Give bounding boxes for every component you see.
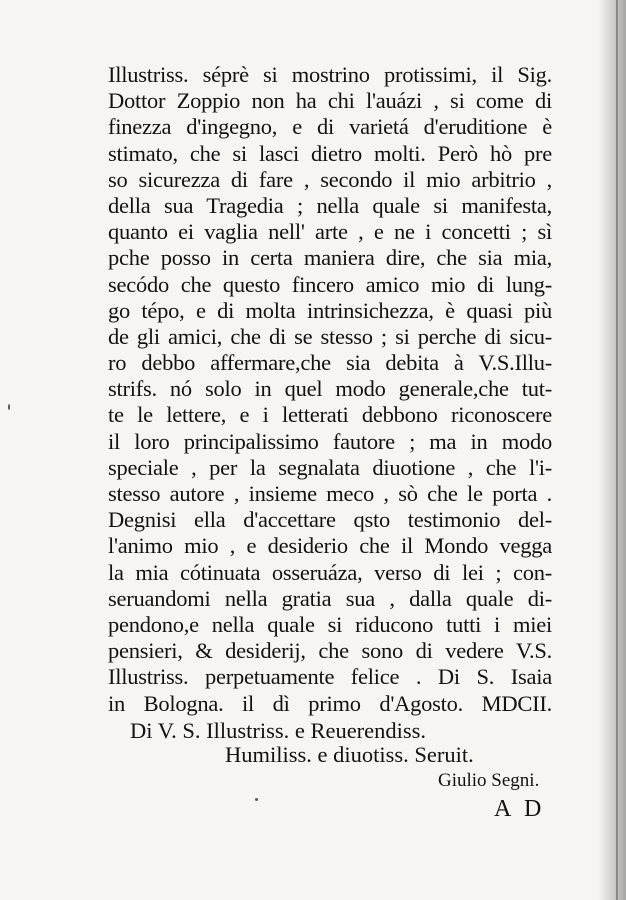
ink-speck	[8, 404, 10, 410]
text-line: il loro principalissimo fautore ; ma in modo	[108, 428, 552, 454]
text-line: secódo che questo fincero amico mio di lung-	[108, 271, 552, 297]
text-line: Illustriss. séprè si mostrino protissimi, il Sig.	[108, 62, 552, 87]
signature: Giulio Segni.	[438, 770, 540, 791]
closing-servant-line: Humiliss. e diuotiss. Seruit.	[225, 742, 474, 767]
text-line: Degnisi ella d'accettare qsto testimonio del-	[108, 507, 552, 533]
text-line: stesso autore , insieme meco , sò che le porta .	[108, 481, 552, 506]
text-line: pensieri, & desiderij, che sono di vedere V.S.	[108, 638, 552, 664]
page-edge-line	[616, 0, 618, 900]
text-line: l'animo mio , e desiderio che il Mondo vegga	[108, 533, 552, 559]
catchword: A D	[494, 796, 546, 822]
text-line: pendono,e nella quale si riducono tutti i miei	[108, 611, 552, 637]
ink-speck	[255, 798, 258, 801]
text-line: stimato, che si lasci dietro molti. Però hò pre	[108, 140, 552, 166]
text-line: ro debbo affermare,che sia debita à V.S.Illu-	[108, 350, 552, 376]
text-line: Illustriss. perpetuamente felice . Di S. Isaia	[108, 664, 552, 690]
page-edge-shadow	[598, 0, 626, 900]
text-line: finezza d'ingegno, e di varietá d'eruditione è	[108, 114, 552, 140]
text-line: in Bologna. il dì primo d'Agosto. MDCII.	[108, 690, 552, 716]
text-line: Dottor Zoppio non ha chi l'auázi , si come di	[108, 88, 552, 114]
text-line: pche posso in certa maniera dire, che sia mia,	[108, 245, 552, 271]
letter-body	[108, 62, 552, 717]
text-line: seruandomi nella gratia sua , dalla quale di-	[108, 585, 552, 611]
text-line: la mia cótinuata osseruáza, verso di lei ; con-	[108, 559, 552, 585]
text-line: speciale , per la segnalata diuotione , che l'i-	[108, 454, 552, 480]
closing-salutation: Di V. S. Illustriss. e Reuerendiss.	[130, 718, 427, 743]
text-line: della sua Tragedia ; nella quale si manifesta,	[108, 192, 552, 218]
text-line: go tépo, e di molta intrinsichezza, è quasi più	[108, 297, 552, 323]
text-line: so sicurezza di fare , secondo il mio arbitrio ,	[108, 166, 552, 192]
text-line: de gli amici, che di se stesso ; si perche di sicu-	[108, 323, 552, 349]
text-line: strifs. nó solo in quel modo generale,che tut-	[108, 376, 552, 402]
text-line: te le lettere, e i letterati debbono riconoscere	[108, 402, 552, 428]
text-line: quanto ei vaglia nell' arte , e ne i concetti ; sì	[108, 219, 552, 245]
